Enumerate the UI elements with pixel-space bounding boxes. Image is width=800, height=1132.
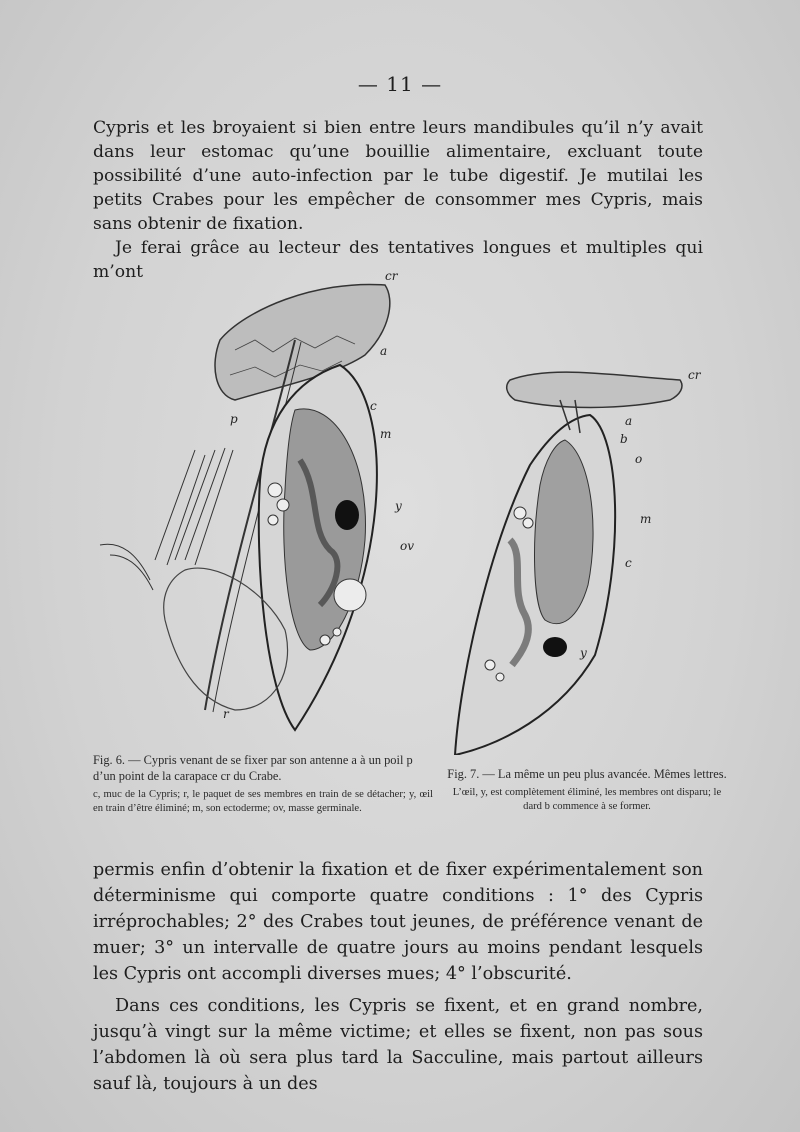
label-cr: cr: [385, 269, 398, 283]
label-o: o: [635, 452, 643, 466]
label-m: m: [640, 512, 652, 526]
label-m: m: [380, 427, 392, 441]
label-y: y: [580, 646, 587, 660]
label-r: r: [223, 707, 229, 721]
page-number: — 11 —: [357, 72, 443, 96]
label-ov: ov: [400, 539, 415, 553]
label-b: b: [620, 432, 628, 446]
caption-title: Fig. 6. — Cypris venant de se fixer par son antenne a à un poil p d’un point de la carapace cr du Crabe.: [93, 753, 413, 783]
caption-legend: L’œil, y, est complètement éliminé, les membres ont disparu; le dard b commence à se former.: [452, 787, 722, 812]
label-p: p: [230, 412, 238, 426]
label-c: c: [370, 399, 377, 413]
label-a: a: [625, 414, 633, 428]
paragraph: permis enfin d’obtenir la fixation et de fixer expérimentalement son déterminisme qui comporte quatre conditions : 1° des Cypris irréprochables; 2° des Crabes tout jeunes, de préférence venant de muer; 3° un intervalle de quatre jours au moins pendant lesquels les Cypris ont accompli diverses mues; 4° l’obscurité.: [93, 860, 703, 984]
caption-title: Fig. 7. — La même un peu plus avancée. Mêmes lettres.: [447, 767, 727, 781]
paragraph: Je ferai grâce au lecteur des tentatives longues et multiples qui m’ont: [93, 238, 703, 282]
figure-7-caption: [446, 766, 728, 814]
cypris-body: [455, 415, 615, 755]
figure-6-caption: [93, 752, 433, 816]
label-cr: cr: [688, 368, 701, 382]
carapace-cr: [507, 372, 682, 407]
figure-7-illustration: [440, 355, 730, 755]
eye-y: [543, 637, 567, 657]
eye-y: [335, 500, 359, 530]
bottom-text: [93, 857, 703, 1097]
label-c: c: [625, 556, 632, 570]
label-a: a: [380, 344, 388, 358]
carapace-cr: [215, 284, 390, 400]
paragraph: Dans ces conditions, les Cypris se fixent, et en grand nombre, jusqu’à vingt sur la même victime; et elles se fixent, non pas sous l’abdomen là où sera plus tard la Sacculine, mais partout ailleurs sauf là, toujours à un des: [93, 996, 703, 1094]
top-text: [93, 116, 703, 284]
figure-6-illustration: [95, 260, 440, 745]
label-y: y: [395, 499, 402, 513]
paragraph: Cypris et les broyaient si bien entre leurs mandibules qu’il n’y avait dans leur estomac qu’une bouillie alimentaire, excluant toute possibilité d’une auto-infection par le tube digestif. Je mutilai les petits Crabes pour les empêcher de consommer mes Cypris, mais sans obtenir de fixation.: [93, 118, 703, 234]
caption-legend: c, muc de la Cypris; r, le paquet de ses membres en train de se détacher; y, œil en train d’être éliminé; m, son ectoderme; ov, masse germinale.: [93, 789, 433, 814]
